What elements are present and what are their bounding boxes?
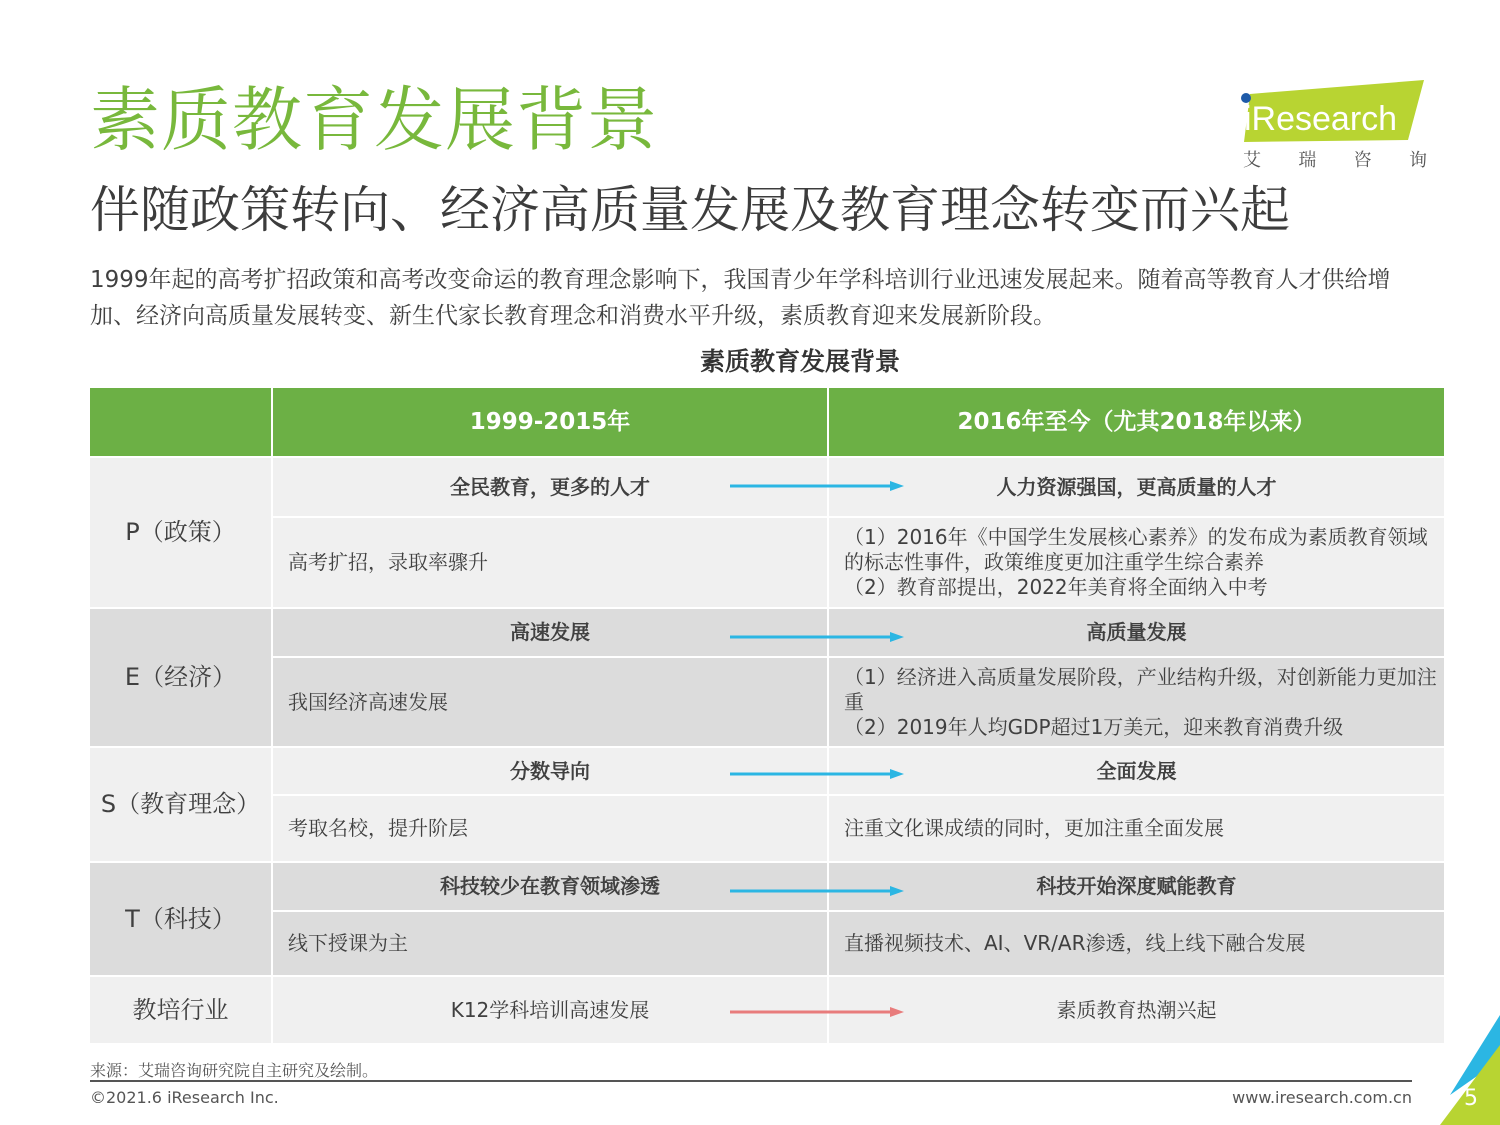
technology-left-detail: 线下授课为主 bbox=[273, 912, 829, 977]
economy-right-detail: （1）经济进入高质量发展阶段，产业结构升级，对创新能力更加注重 （2）2019年人均GDP超过1万美元，迎来教育消费升级 bbox=[829, 658, 1446, 748]
page-subtitle: 伴随政策转向、经济高质量发展及教育理念转变而兴起 bbox=[90, 181, 1290, 239]
concept-left-detail: 考取名校，提升阶层 bbox=[273, 796, 829, 863]
policy-left-title: 全民教育，更多的人才 bbox=[273, 458, 829, 518]
corner-decoration bbox=[1400, 1015, 1500, 1125]
copyright: ©2021.6 iResearch Inc. bbox=[90, 1088, 279, 1107]
economy-left-title: 高速发展 bbox=[273, 609, 829, 658]
source-note: 来源：艾瑞咨询研究院自主研究及绘制。 bbox=[90, 1061, 379, 1080]
arrow-right-icon bbox=[730, 630, 905, 644]
arrow-right-icon bbox=[730, 479, 905, 493]
logo-chinese-name: 艾 瑞 咨 询 bbox=[1243, 150, 1427, 171]
policy-right-title: 人力资源强国，更高质量的人才 bbox=[829, 458, 1446, 518]
technology-left-title: 科技较少在教育领域渗透 bbox=[273, 863, 829, 912]
arrow-right-icon bbox=[730, 767, 905, 781]
concept-right-title: 全面发展 bbox=[829, 748, 1446, 796]
intro-paragraph: 1999年起的高考扩招政策和高考改变命运的教育理念影响下，我国青少年学科培训行业迅速发展起来。随着高等教育人才供给增加、经济向高质量发展转变、新生代家长教育理念和消费水平升级，素质教育迎来发展新阶段。 bbox=[90, 267, 1391, 329]
row-category-economy: E（经济） bbox=[90, 609, 273, 748]
industry-left: K12学科培训高速发展 bbox=[273, 977, 829, 1045]
arrow-right-icon bbox=[730, 884, 905, 898]
row-category-policy: P（政策） bbox=[90, 458, 273, 609]
technology-right-detail: 直播视频技术、AI、VR/AR渗透，线上线下融合发展 bbox=[829, 912, 1446, 977]
row-category-education-concept: S（教育理念） bbox=[90, 748, 273, 863]
arrow-right-icon bbox=[730, 1005, 905, 1019]
concept-right-detail: 注重文化课成绩的同时，更加注重全面发展 bbox=[829, 796, 1446, 863]
table-header-period-2: 2016年至今（尤其2018年以来） bbox=[829, 388, 1446, 458]
row-category-industry: 教培行业 bbox=[90, 977, 273, 1045]
technology-right-title: 科技开始深度赋能教育 bbox=[829, 863, 1446, 912]
industry-right: 素质教育热潮兴起 bbox=[829, 977, 1446, 1045]
page-number: 5 bbox=[1464, 1086, 1478, 1111]
row-category-technology: T（科技） bbox=[90, 863, 273, 977]
svg-text:iResearch: iResearch bbox=[1244, 100, 1398, 138]
table-header-period-1: 1999-2015年 bbox=[273, 388, 829, 458]
policy-right-detail: （1）2016年《中国学生发展核心素养》的发布成为素质教育领域的标志性事件，政策维度更加注重学生综合素养 （2）教育部提出，2022年美育将全面纳入中考 bbox=[829, 518, 1446, 609]
policy-left-detail: 高考扩招，录取率骤升 bbox=[273, 518, 829, 609]
concept-left-title: 分数导向 bbox=[273, 748, 829, 796]
economy-left-detail: 我国经济高速发展 bbox=[273, 658, 829, 748]
table-header-corner bbox=[90, 388, 273, 458]
table-title: 素质教育发展背景 bbox=[699, 347, 900, 376]
footer-divider bbox=[90, 1080, 1412, 1082]
economy-right-title: 高质量发展 bbox=[829, 609, 1446, 658]
website-link[interactable]: www.iresearch.com.cn bbox=[1232, 1088, 1412, 1107]
page-title: 素质教育发展背景 bbox=[90, 79, 658, 161]
